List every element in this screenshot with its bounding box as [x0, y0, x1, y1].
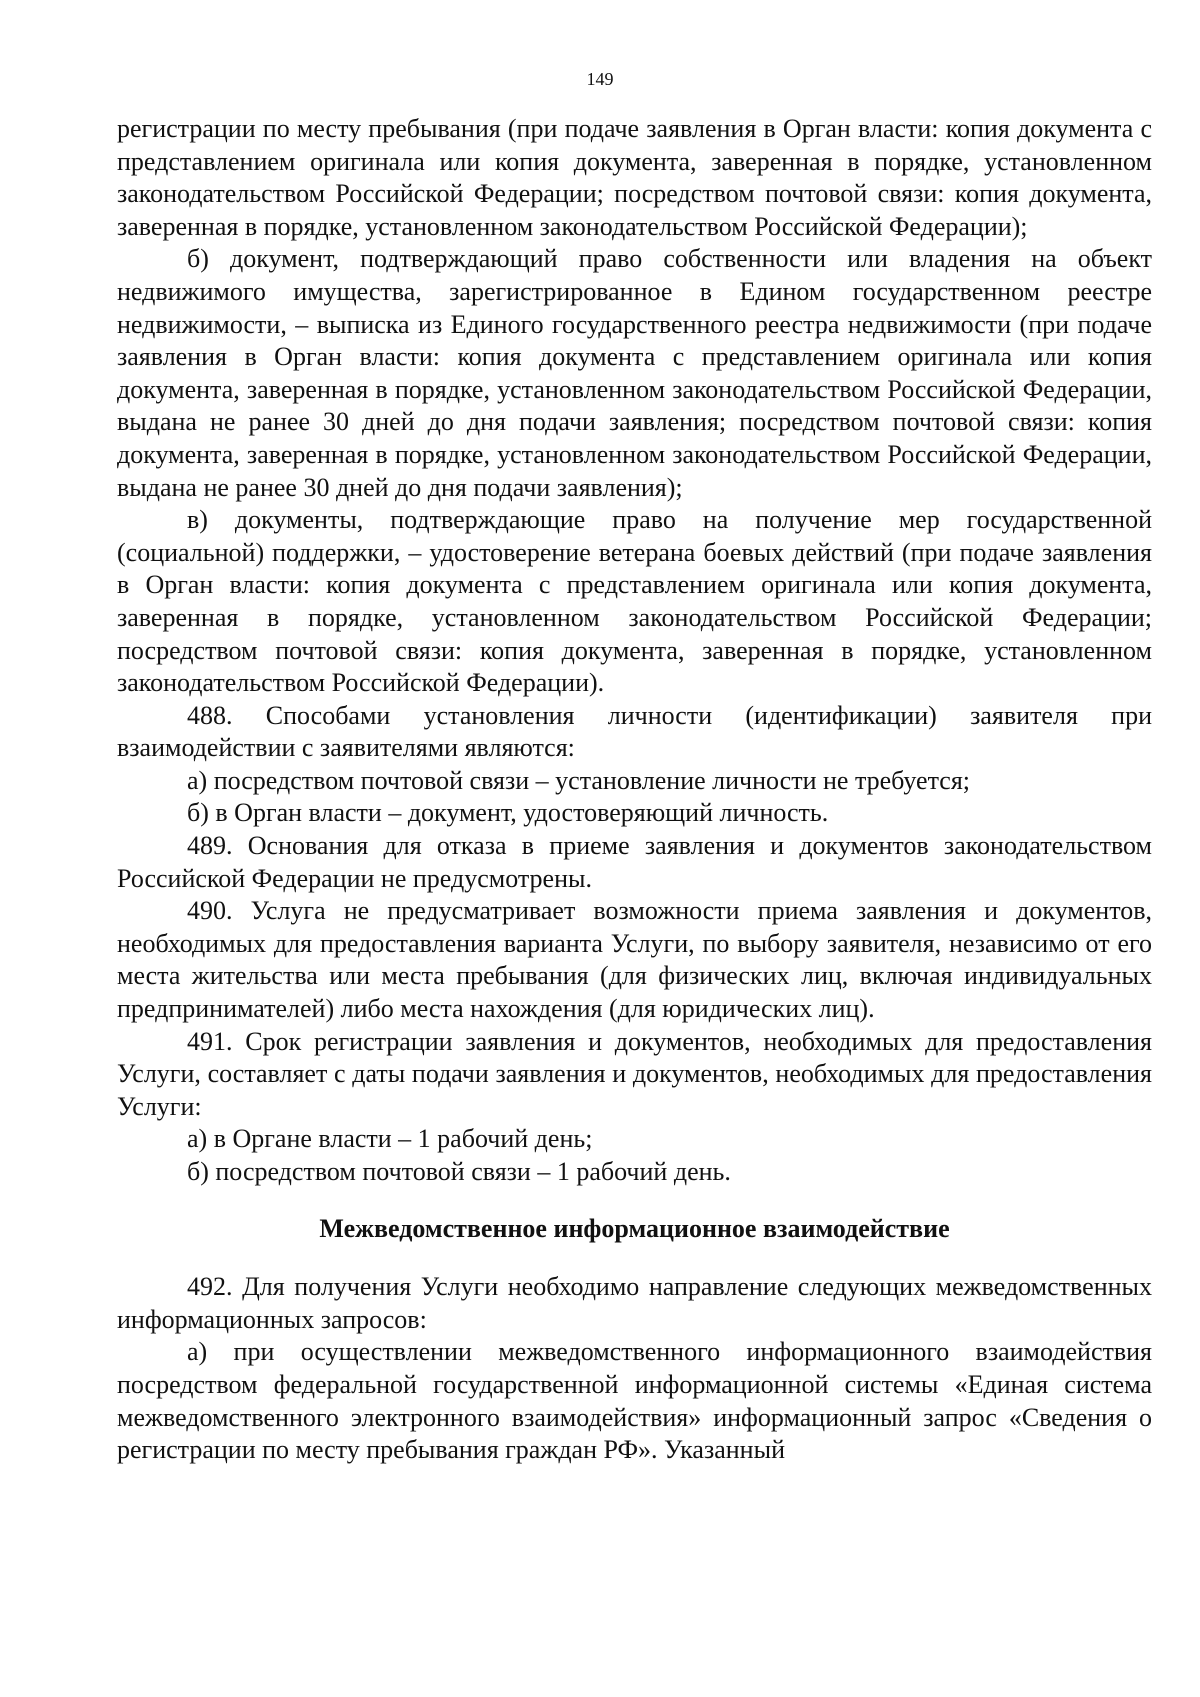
paragraph-488-b: б) в Орган власти – документ, удостоверяющий личность.	[187, 798, 829, 828]
paragraph-488-a: а) посредством почтовой связи – установление личности не требуется;	[187, 765, 970, 795]
paragraph-491: 491. Срок регистрации заявления и документов, необходимых для предоставления Услуги, составляет с даты подачи заявления и документов, необходимых для предоставления Услуги:	[117, 1026, 1152, 1121]
document-body	[117, 113, 1152, 1467]
section-heading: Межведомственное информационное взаимодействие	[319, 1213, 950, 1243]
page-number: 149	[586, 69, 614, 89]
paragraph-item-b-property: б) документ, подтверждающий право собственности или владения на объект недвижимого имущества, зарегистрированное в Едином государственном реестре недвижимости, – выписка из Единого государственного реестра недвижимости (при подаче заявления в Орган власти: копия документа с представлением оригинала или копия документа, заверенная в порядке, установленном законодательством Российской Федерации, выдана не ранее 30 дней до дня подачи заявления; посредством почтовой связи: копия документа, заверенная в порядке, установленном законодательством Российской Федерации, выдана не ранее 30 дней до дня подачи заявления);	[117, 244, 1152, 502]
paragraph-491-a: а) в Органе власти – 1 рабочий день;	[187, 1124, 593, 1154]
paragraph-491-b: б) посредством почтовой связи – 1 рабочий день.	[187, 1157, 731, 1186]
paragraph-492-a: а) при осуществлении межведомственного информационного взаимодействия посредством федеральной государственной информационной системы «Единая система межведомственного электронного взаимодействия» информационный запрос «Сведения о регистрации по месту пребывания граждан РФ». Указанный	[117, 1337, 1152, 1465]
paragraph-item-v-support: в) документы, подтверждающие право на получение мер государственной (социальной) поддержки, – удостоверение ветерана боевых действий (при подаче заявления в Орган власти: копия документа с представлением оригинала или копия документа, заверенная в порядке, установленном законодательством Российской Федерации; посредством почтовой связи: копия документа, заверенная в порядке, установленном законодательством Российской Федерации).	[117, 505, 1152, 698]
paragraph-490: 490. Услуга не предусматривает возможности приема заявления и документов, необходимых для предоставления варианта Услуги, по выбору заявителя, независимо от его места жительства или места пребывания (для физических лиц, включая индивидуальных предпринимателей) либо места нахождения (для юридических лиц).	[117, 896, 1152, 1024]
paragraph-continuation: регистрации по месту пребывания (при подаче заявления в Орган власти: копия документа с представлением оригинала или копия документа, заверенная в порядке, установленном законодательством Российской Федерации; посредством почтовой связи: копия документа, заверенная в порядке, установленном законодательством Российской Федерации);	[117, 114, 1152, 241]
paragraph-489: 489. Основания для отказа в приеме заявления и документов законодательством Российской Федерации не предусмотрены.	[117, 831, 1152, 893]
paragraph-492: 492. Для получения Услуги необходимо направление следующих межведомственных информационных запросов:	[117, 1272, 1152, 1334]
paragraph-488: 488. Способами установления личности (идентификации) заявителя при взаимодействии с заявителями являются:	[117, 700, 1152, 763]
